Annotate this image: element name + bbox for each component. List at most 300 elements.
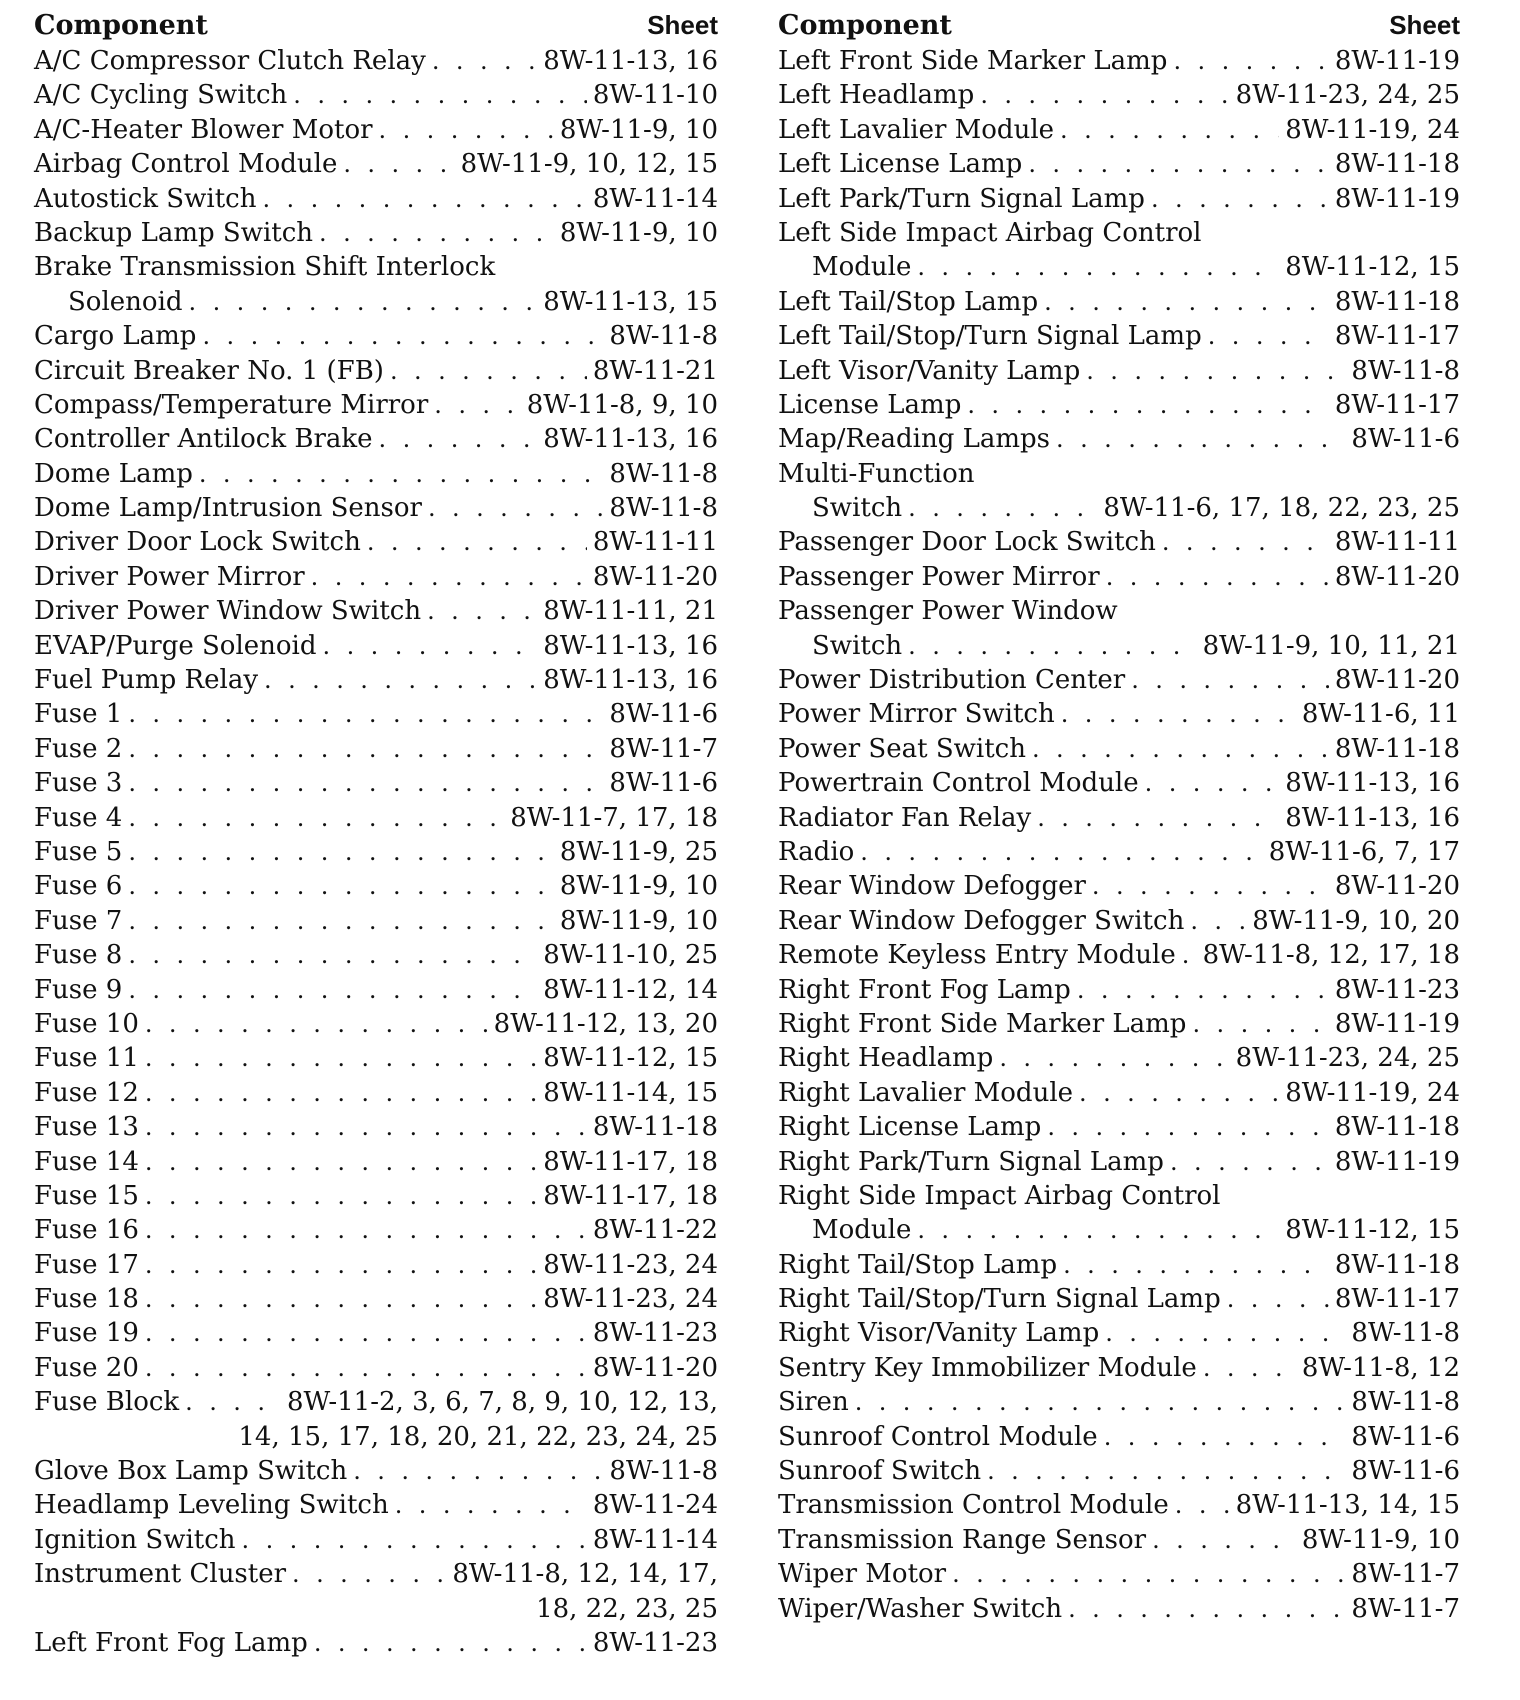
sheet-reference: 8W-11-9, 10, 20 [1252, 905, 1460, 936]
component-name: Driver Power Window Switch [34, 596, 422, 627]
index-row [778, 422, 1460, 456]
index-row [34, 1145, 718, 1179]
component-name: Fuel Pump Relay [34, 665, 259, 696]
index-row [778, 1041, 1460, 1075]
component-name: Sunroof Control Module [778, 1421, 1098, 1452]
dot-leader [1192, 1007, 1328, 1041]
sheet-reference: 8W-11-13, 16 [543, 46, 718, 76]
component-name: Left Front Fog Lamp [34, 1627, 308, 1658]
component-name: Fuse 18 [34, 1284, 139, 1315]
sheet-reference: 8W-11-12, 15 [1285, 252, 1460, 283]
sheet-reference: 8W-11-23 [592, 1627, 718, 1658]
sheet-reference: 8W-11-12, 15 [1285, 1215, 1460, 1246]
sheet-reference: 8W-11-8 [609, 458, 718, 489]
dot-leader [128, 766, 603, 800]
sheet-reference: 8W-11-14, 15 [543, 1077, 718, 1108]
index-row [778, 766, 1460, 800]
component-name: Airbag Control Module [34, 149, 338, 180]
index-row [778, 1454, 1460, 1488]
component-name: Power Mirror Switch [778, 699, 1055, 730]
component-name: Backup Lamp Switch [34, 217, 314, 248]
index-row [778, 1592, 1460, 1626]
dot-leader [1060, 113, 1279, 147]
dot-leader [999, 1041, 1229, 1075]
sheet-reference: 8W-11-17, 18 [543, 1146, 718, 1177]
index-row [34, 697, 718, 731]
dot-leader [1044, 285, 1329, 319]
component-heading: Component [34, 10, 208, 41]
index-row [778, 1420, 1460, 1454]
component-name: Autostick Switch [34, 183, 257, 214]
dot-leader [1175, 1488, 1230, 1522]
index-row [778, 147, 1460, 181]
sheet-reference: 8W-11-8 [1351, 1318, 1460, 1349]
dot-leader [1032, 732, 1329, 766]
component-name: Fuse 13 [34, 1112, 139, 1143]
sheet-reference: 8W-11-19 [1334, 183, 1460, 214]
component-name: Rear Window Defogger Switch [778, 905, 1185, 936]
index-row [778, 560, 1460, 594]
index-row [34, 801, 718, 835]
sheet-reference: 8W-11-23, 24, 25 [1235, 1043, 1460, 1074]
dot-leader [128, 697, 603, 731]
dot-leader [314, 1626, 587, 1660]
sheet-reference: 8W-11-9, 10 [559, 905, 718, 936]
component-name: License Lamp [778, 389, 962, 420]
sheet-reference: 8W-11-8, 12, 17, 18 [1202, 940, 1460, 971]
sheet-reference: 8W-11-18 [592, 1112, 718, 1143]
index-row [34, 1041, 718, 1075]
sheet-reference: 8W-11-17 [1334, 1284, 1460, 1315]
dot-leader [128, 938, 537, 972]
sheet-reference-continued: 14, 15, 17, 18, 20, 21, 22, 23, 24, 25 [238, 1421, 718, 1452]
dot-leader [145, 1213, 587, 1247]
index-row [34, 1248, 718, 1282]
dot-leader [145, 1110, 587, 1144]
index-row [34, 766, 718, 800]
component-name: Left Lavalier Module [778, 114, 1055, 145]
dot-leader [262, 182, 586, 216]
index-row [778, 1110, 1460, 1144]
dot-leader [311, 560, 587, 594]
index-row [778, 113, 1460, 147]
sheet-reference: 8W-11-13, 16 [543, 424, 718, 455]
index-row [34, 904, 718, 938]
index-row [778, 938, 1460, 972]
dot-leader [917, 1213, 1279, 1247]
index-row [34, 1488, 718, 1522]
sheet-reference: 8W-11-13, 16 [1285, 802, 1460, 833]
dot-leader [202, 319, 603, 353]
sheet-reference: 8W-11-13, 16 [543, 630, 718, 661]
component-name: Fuse 12 [34, 1077, 139, 1108]
sheet-reference: 8W-11-9, 10 [559, 114, 718, 145]
sheet-reference: 8W-11-8 [609, 321, 718, 352]
index-row [778, 44, 1460, 78]
component-name: Right Lavalier Module [778, 1077, 1074, 1108]
index-row [34, 44, 718, 78]
dot-leader [319, 216, 554, 250]
sheet-reference: 8W-11-13, 15 [543, 286, 718, 317]
sheet-reference: 8W-11-6 [609, 768, 718, 799]
dot-leader [1227, 1282, 1329, 1316]
dot-leader [264, 663, 537, 697]
component-name: Fuse 6 [34, 871, 123, 902]
component-name-line1: Right Side Impact Airbag Control [778, 1180, 1221, 1211]
sheet-reference: 8W-11-23 [1334, 974, 1460, 1005]
sheet-reference: 8W-11-13, 16 [1285, 768, 1460, 799]
component-name: Switch [812, 493, 903, 524]
dot-leader [1162, 525, 1329, 559]
sheet-reference: 8W-11-17, 18 [543, 1180, 718, 1211]
dot-leader [292, 1557, 446, 1591]
component-name: Fuse 19 [34, 1318, 139, 1349]
sheet-reference: 8W-11-6 [1351, 1421, 1460, 1452]
dot-leader [860, 835, 1262, 869]
component-name-line1: Multi-Function [778, 458, 975, 489]
component-name: Right Tail/Stop Lamp [778, 1249, 1058, 1280]
sheet-reference: 8W-11-17 [1334, 321, 1460, 352]
index-row [778, 1248, 1460, 1282]
sheet-reference: 8W-11-6 [1351, 1456, 1460, 1487]
dot-leader [1173, 44, 1328, 78]
component-name: A/C-Heater Blower Motor [34, 114, 373, 145]
component-name: Fuse 17 [34, 1249, 139, 1280]
index-row [778, 285, 1460, 319]
dot-leader [145, 1248, 537, 1282]
dot-leader [353, 1454, 603, 1488]
index-row [34, 732, 718, 766]
dot-leader [367, 525, 587, 559]
component-name: Radiator Fan Relay [778, 802, 1032, 833]
dot-leader [967, 388, 1329, 422]
component-name: EVAP/Purge Solenoid [34, 630, 317, 661]
index-row [34, 1282, 718, 1316]
index-row [34, 938, 718, 972]
component-heading: Component [778, 10, 952, 41]
sheet-reference: 8W-11-7 [609, 733, 718, 764]
sheet-reference: 8W-11-20 [1334, 665, 1460, 696]
sheet-reference-continued: 18, 22, 23, 25 [536, 1593, 718, 1624]
index-row [34, 1385, 718, 1419]
component-name: Left Tail/Stop/Turn Signal Lamp [778, 321, 1202, 352]
sheet-reference: 8W-11-8 [1351, 1387, 1460, 1418]
dot-leader [1145, 766, 1280, 800]
sheet-reference: 8W-11-8, 12, 14, 17, [452, 1559, 718, 1590]
component-name: Left Tail/Stop Lamp [778, 286, 1039, 317]
component-name: Right Visor/Vanity Lamp [778, 1318, 1100, 1349]
index-row [34, 1213, 718, 1247]
column-header [778, 10, 1460, 44]
index-row [34, 1351, 718, 1385]
index-row [778, 801, 1460, 835]
component-name: Fuse 1 [34, 699, 123, 730]
index-row [34, 1110, 718, 1144]
component-name: Transmission Control Module [778, 1490, 1169, 1521]
component-list-right [778, 44, 1460, 1626]
component-name: Passenger Power Mirror [778, 561, 1100, 592]
dot-leader [1086, 354, 1345, 388]
dot-leader [1151, 182, 1329, 216]
index-row [34, 147, 718, 181]
sheet-reference: 8W-11-6 [1351, 424, 1460, 455]
sheet-reference: 8W-11-14 [592, 1524, 718, 1555]
dot-leader [185, 1385, 281, 1419]
sheet-reference: 8W-11-10, 25 [543, 940, 718, 971]
dot-leader [323, 629, 538, 663]
component-name: Wiper/Washer Switch [778, 1593, 1063, 1624]
sheet-reference: 8W-11-10 [592, 80, 718, 111]
dot-leader [987, 1454, 1345, 1488]
component-name: A/C Compressor Clutch Relay [34, 46, 426, 76]
index-row [778, 1145, 1460, 1179]
dot-leader [1208, 319, 1329, 353]
index-row [34, 835, 718, 869]
sheet-reference: 8W-11-20 [1334, 871, 1460, 902]
component-name: Controller Antilock Brake [34, 424, 373, 455]
index-row [778, 697, 1460, 731]
sheet-reference: 8W-11-18 [1334, 1112, 1460, 1143]
sheet-reference: 8W-11-8 [1351, 355, 1460, 386]
component-name: Headlamp Leveling Switch [34, 1490, 389, 1521]
sheet-heading: Sheet [1389, 10, 1460, 40]
index-row [34, 422, 718, 456]
component-name: Compass/Temperature Mirror [34, 389, 429, 420]
dot-leader [952, 1557, 1345, 1591]
component-name: Fuse 8 [34, 940, 123, 971]
dot-leader [1028, 147, 1329, 181]
dot-leader [432, 44, 537, 78]
dot-leader [145, 1145, 537, 1179]
component-name: Fuse 5 [34, 836, 123, 867]
index-row [778, 388, 1460, 422]
index-row [778, 1488, 1460, 1522]
component-name: Power Distribution Center [778, 665, 1126, 696]
dot-leader [980, 78, 1229, 112]
sheet-reference: 8W-11-11 [592, 527, 718, 558]
sheet-reference: 8W-11-19 [1334, 46, 1460, 76]
sheet-reference: 8W-11-21 [592, 355, 718, 386]
sheet-reference: 8W-11-9, 10, 11, 21 [1202, 630, 1460, 661]
component-name: Left Park/Turn Signal Lamp [778, 183, 1145, 214]
component-name: Instrument Cluster [34, 1559, 287, 1590]
index-row [778, 629, 1460, 663]
sheet-reference: 8W-11-11 [1334, 527, 1460, 558]
component-name: Transmission Range Sensor [778, 1524, 1147, 1555]
sheet-reference: 8W-11-9, 10 [559, 217, 718, 248]
index-row [778, 78, 1460, 112]
sheet-reference: 8W-11-23, 24, 25 [1235, 80, 1460, 111]
index-row [778, 1557, 1460, 1591]
sheet-reference: 8W-11-9, 25 [559, 836, 718, 867]
component-name: Sunroof Switch [778, 1456, 982, 1487]
index-row [34, 869, 718, 903]
dot-leader [145, 1076, 537, 1110]
index-row [34, 78, 718, 112]
index-row [778, 354, 1460, 388]
dot-leader [145, 1351, 587, 1385]
sheet-reference: 8W-11-2, 3, 6, 7, 8, 9, 10, 12, 13, [286, 1387, 718, 1418]
component-name: Rear Window Defogger [778, 871, 1086, 902]
component-name: Fuse 11 [34, 1043, 139, 1074]
sheet-reference: 8W-11-13, 14, 15 [1235, 1490, 1460, 1521]
dot-leader [395, 1488, 587, 1522]
sheet-reference: 8W-11-18 [1334, 286, 1460, 317]
component-name: Power Seat Switch [778, 733, 1026, 764]
component-name: Fuse 15 [34, 1180, 139, 1211]
component-name: Right License Lamp [778, 1112, 1042, 1143]
component-name: Left Front Side Marker Lamp [778, 46, 1168, 76]
component-list-left [34, 44, 718, 1660]
dot-leader [128, 973, 537, 1007]
sheet-reference: 8W-11-8, 12 [1301, 1352, 1460, 1383]
sheet-reference: 8W-11-19, 24 [1285, 1077, 1460, 1108]
index-row [34, 388, 718, 422]
component-name-line1: Brake Transmission Shift Interlock [34, 252, 496, 283]
dot-leader [1190, 904, 1246, 938]
index-row [34, 354, 718, 388]
component-name: Right Front Fog Lamp [778, 974, 1071, 1005]
column-header [34, 10, 718, 44]
sheet-reference: 8W-11-9, 10 [1301, 1524, 1460, 1555]
component-name: A/C Cycling Switch [34, 80, 288, 111]
index-row [778, 732, 1460, 766]
component-name: Fuse 10 [34, 1008, 139, 1039]
index-row [34, 182, 718, 216]
component-name: Radio [778, 836, 855, 867]
dot-leader [128, 904, 553, 938]
index-row [34, 113, 718, 147]
component-name: Driver Power Mirror [34, 561, 305, 592]
dot-leader [1104, 1420, 1346, 1454]
sheet-reference: 8W-11-22 [592, 1215, 718, 1246]
index-row [778, 525, 1460, 559]
dot-leader [1152, 1523, 1296, 1557]
index-row [778, 973, 1460, 1007]
component-name: Glove Box Lamp Switch [34, 1456, 348, 1487]
sheet-reference: 8W-11-8 [609, 493, 718, 524]
dot-leader [1077, 973, 1329, 1007]
index-row [778, 1351, 1460, 1385]
dot-leader [145, 1282, 537, 1316]
component-name-line1: Left Side Impact Airbag Control [778, 217, 1202, 248]
index-row [778, 1213, 1460, 1247]
index-row [778, 1282, 1460, 1316]
component-name: Fuse 3 [34, 768, 123, 799]
index-row [34, 1007, 718, 1041]
index-row [778, 1385, 1460, 1419]
index-row [778, 869, 1460, 903]
dot-leader [1170, 1145, 1329, 1179]
index-row [34, 629, 718, 663]
component-name: Siren [778, 1387, 849, 1418]
sheet-heading: Sheet [647, 10, 718, 40]
left-column [34, 10, 718, 1660]
dot-leader [1068, 1592, 1345, 1626]
dot-leader [128, 835, 553, 869]
component-name: Circuit Breaker No. 1 (FB) [34, 355, 384, 386]
index-row [778, 1523, 1460, 1557]
dot-leader [855, 1385, 1346, 1419]
dot-leader [379, 422, 538, 456]
index-row [34, 1523, 718, 1557]
index-row [34, 594, 718, 628]
sheet-reference: 8W-11-23, 24 [543, 1284, 718, 1315]
component-name: Sentry Key Immobilizer Module [778, 1352, 1197, 1383]
component-name: Fuse 20 [34, 1352, 139, 1383]
component-name: Right Front Side Marker Lamp [778, 1008, 1187, 1039]
component-name: Right Headlamp [778, 1043, 994, 1074]
sheet-reference: 8W-11-9, 10, 12, 15 [460, 149, 718, 180]
component-name: Passenger Door Lock Switch [778, 527, 1156, 558]
dot-leader [1056, 422, 1345, 456]
sheet-reference: 8W-11-23, 24 [543, 1249, 718, 1280]
dot-leader [908, 629, 1196, 663]
index-row [34, 216, 718, 250]
index-row [778, 835, 1460, 869]
sheet-reference: 8W-11-6 [609, 699, 718, 730]
dot-leader [1047, 1110, 1329, 1144]
index-row [34, 663, 718, 697]
sheet-reference: 8W-11-7 [1351, 1559, 1460, 1590]
index-row [34, 1316, 718, 1350]
dot-leader [145, 1179, 537, 1213]
dot-leader [1079, 1076, 1279, 1110]
component-name: Driver Door Lock Switch [34, 527, 361, 558]
sheet-reference: 8W-11-12, 15 [543, 1043, 718, 1074]
dot-leader [1182, 938, 1197, 972]
sheet-reference: 8W-11-8, 9, 10 [526, 389, 718, 420]
index-row [778, 319, 1460, 353]
dot-leader [128, 869, 553, 903]
dot-leader [199, 457, 604, 491]
index-row [778, 1076, 1460, 1110]
component-name: Dome Lamp/Intrusion Sensor [34, 493, 422, 524]
sheet-reference: 8W-11-17 [1334, 389, 1460, 420]
component-name: Fuse 16 [34, 1215, 139, 1246]
index-row [34, 1557, 718, 1591]
dot-leader [145, 1316, 587, 1350]
component-name: Cargo Lamp [34, 321, 197, 352]
index-row [778, 904, 1460, 938]
dot-leader [1131, 663, 1329, 697]
dot-leader [189, 285, 538, 319]
sheet-reference: 8W-11-11, 21 [543, 596, 718, 627]
dot-leader [1106, 560, 1329, 594]
component-name: Wiper Motor [778, 1559, 947, 1590]
component-name: Fuse 9 [34, 974, 123, 1005]
index-row [34, 973, 718, 1007]
index-row [34, 1626, 718, 1660]
index-row [34, 1454, 718, 1488]
index-row [778, 1007, 1460, 1041]
component-name: Module [812, 1215, 912, 1246]
index-row [34, 319, 718, 353]
sheet-reference: 8W-11-14 [592, 183, 718, 214]
component-name: Right Park/Turn Signal Lamp [778, 1146, 1164, 1177]
sheet-reference: 8W-11-7 [1351, 1593, 1460, 1624]
component-name: Fuse 4 [34, 802, 123, 833]
component-name-line1: Passenger Power Window [778, 596, 1118, 627]
sheet-reference: 8W-11-12, 13, 20 [493, 1008, 718, 1039]
index-row [34, 1076, 718, 1110]
index-row [34, 560, 718, 594]
sheet-reference: 8W-11-20 [1334, 561, 1460, 592]
sheet-reference: 8W-11-12, 14 [543, 974, 718, 1005]
index-row [778, 663, 1460, 697]
sheet-reference: 8W-11-18 [1334, 1249, 1460, 1280]
dot-leader [908, 491, 1097, 525]
